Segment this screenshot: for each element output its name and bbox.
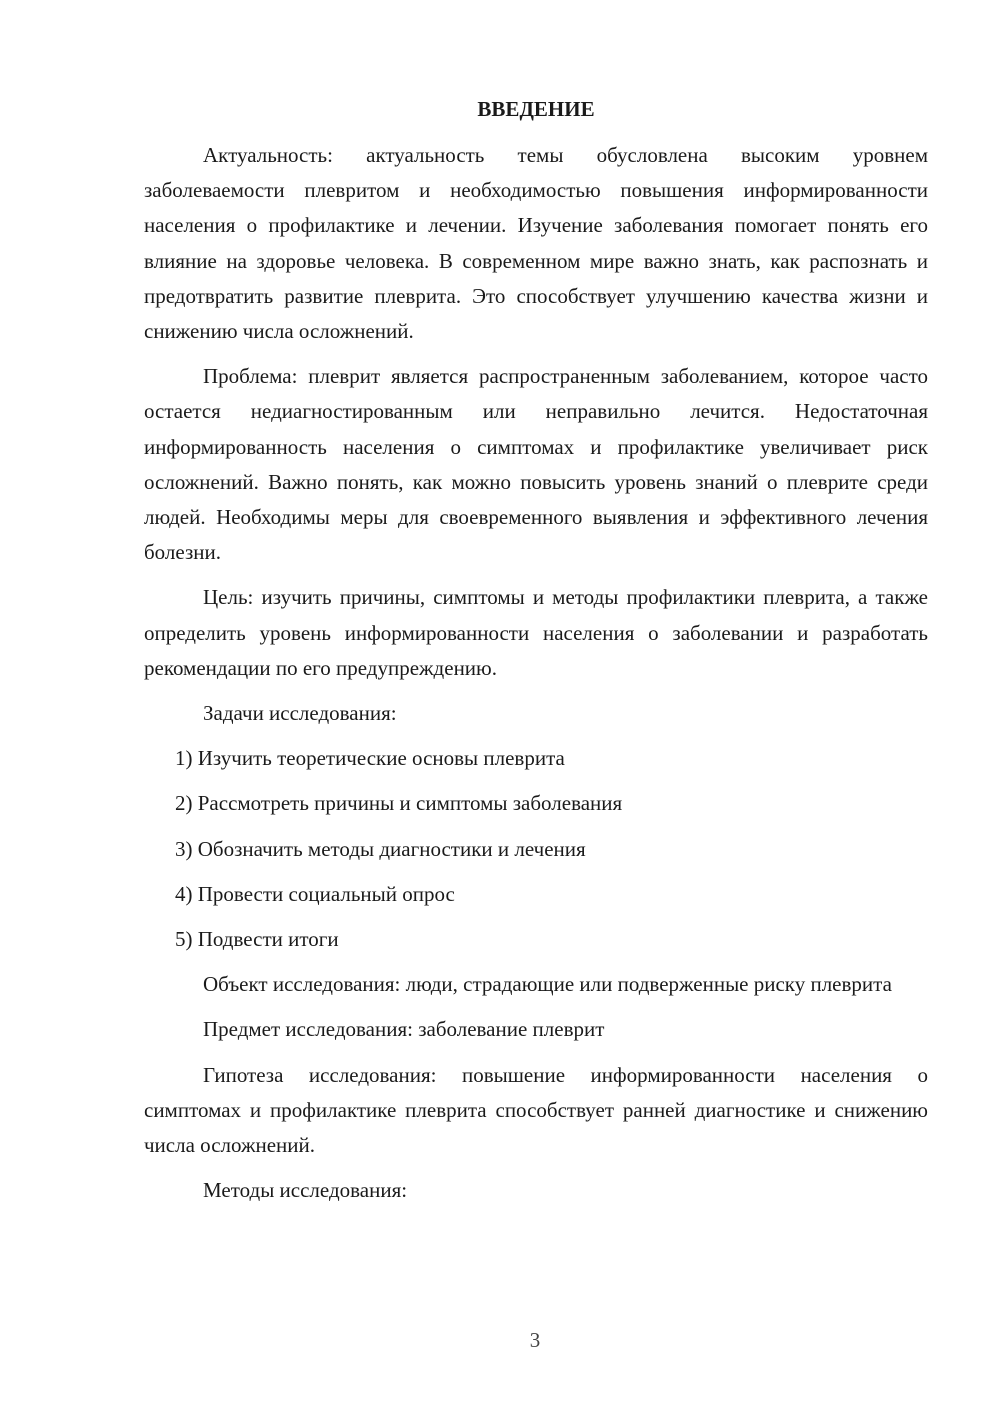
document-page (144, 92, 928, 1218)
task-item: 5) Подвести итоги (175, 927, 339, 952)
object-paragraph: Объект исследования: люди, страдающие или подверженные риску плеврита (203, 972, 892, 997)
tasks-list (144, 741, 928, 957)
subject-line: Предмет исследования: заболевание плеврит (203, 1017, 605, 1042)
problem-paragraph: Проблема: плеврит является распространенным заболеванием, которое часто остается недиагностированным или неправильно лечится. Недостаточная информированность населения о симптомах и профилактике увеличивает риск осложнений. Важно понять, как можно повысить уровень знаний о плеврите среди людей. Необходимы меры для своевременного выявления и эффективного лечения болезни. (144, 364, 928, 565)
tasks-label: Задачи исследования: (203, 701, 397, 726)
task-item: 4) Провести социальный опрос (175, 881, 455, 906)
section-heading: ВВЕДЕНИЕ (477, 97, 595, 121)
goal-paragraph: Цель: изучить причины, симптомы и методы профилактики плеврита, а также определить уровень информированности населения о заболевании и разработать рекомендации по его предупреждению. (144, 585, 928, 680)
hypothesis-paragraph: Гипотеза исследования: повышение информированности населения о симптомах и профилактике плеврита способствует ранней диагностике и снижению числа осложнений. (144, 1062, 928, 1158)
task-item: 3) Обозначить методы диагностики и лечения (175, 836, 586, 861)
relevance-paragraph: Актуальность: актуальность темы обусловлена высоким уровнем заболеваемости плевритом и необходимостью повышения информированности населения о профилактике и лечении. Изучение заболевания помогает понять его влияние на здоровье человека. В современном мире важно знать, как распознать и предотвратить развитие плеврита. Это способствует улучшению качества жизни и снижению числа осложнений. (144, 143, 928, 344)
methods-label: Методы исследования: (203, 1178, 408, 1203)
task-item: 1) Изучить теоретические основы плеврита (175, 746, 565, 771)
task-item: 2) Рассмотреть причины и симптомы заболевания (175, 791, 623, 816)
page-number: 3 (529, 1328, 541, 1352)
